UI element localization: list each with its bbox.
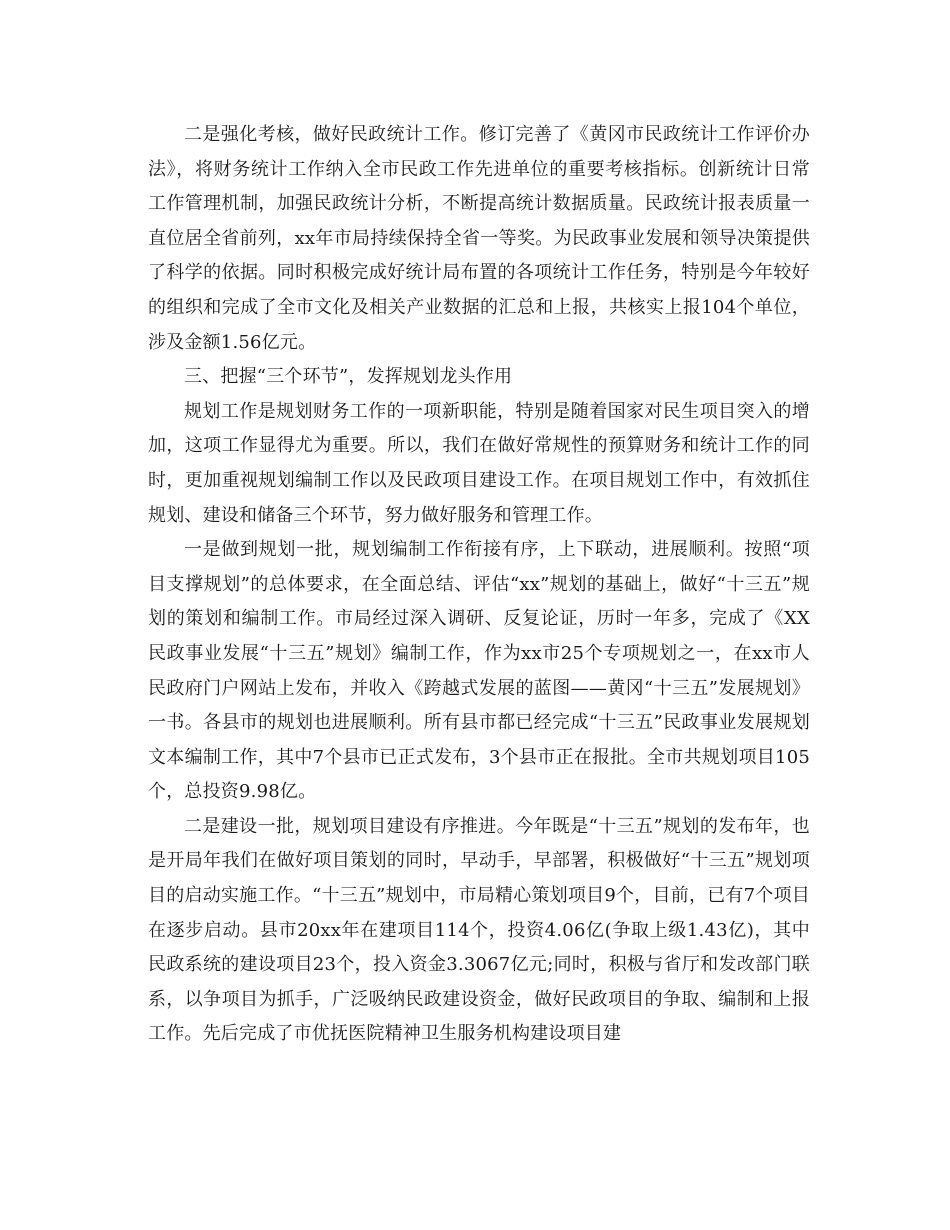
paragraph-statistics-assessment: 二是强化考核，做好民政统计工作。修订完善了《黄冈市民政统计工作评价办法》，将财务统计工作纳入全市民政工作先进单位的重要考核指标。创新统计日常工作管理机制，加强民政统计分析，不断提高统计数据质量。民政统计报表质量一直位居全省前列，xx年市局持续保持全省一等奖。为民政事业发展和领导决策提供了科学的依据。同时积极完成好统计局布置的各项统计工作任务，特别是今年较好的组织和完成了全市文化及相关产业数据的汇总和上报，共核实上报104个单位，涉及金额1.56亿元。 bbox=[148, 124, 810, 353]
paragraph-planning-function: 规划工作是规划财务工作的一项新职能，特别是随着国家对民生项目突入的增加，这项工作显得尤为重要。所以，我们在做好常规性的预算财务和统计工作的同时，更加重视规划编制工作以及民政项目建设工作。在项目规划工作中，有效抓住规划、建设和储备三个环节，努力做好服务和管理工作。 bbox=[148, 400, 810, 526]
paragraph-planning-batch: 一是做到规划一批，规划编制工作衔接有序，上下联动，进展顺利。按照“项目支撑规划”的总体要求，在全面总结、评估“xx”规划的基础上，做好“十三五”规划的策划和编制工作。市局经过深入调研、反复论证，历时一年多，完成了《XX民政事业发展“十三五”规划》编制工作，作为xx市25个专项规划之一，在xx市人民政府门户网站上发布，并收入《跨越式发展的蓝图——黄冈“十三五”发展规划》一书。各县市的规划也进展顺利。所有县市都已经完成“十三五”民政事业发展规划文本编制工作，其中7个县市已正式发布，3个县市正在报批。全市共规划项目105个，总投资9.98亿。 bbox=[148, 539, 810, 803]
document-body bbox=[148, 118, 810, 1052]
paragraph-construction-batch: 二是建设一批，规划项目建设有序推进。今年既是“十三五”规划的发布年，也是开局年我们在做好项目策划的同时，早动手，早部署，积极做好“十三五”规划项目的启动实施工作。“十三五”规划中，市局精心策划项目9个，目前，已有7个项目在逐步启动。县市20xx年在建项目114个，投资4.06亿(争取上级1.43亿)，其中民政系统的建设项目23个，投入资金3.3067亿元;同时，积极与省厅和发改部门联系，以争项目为抓手，广泛吸纳民政建设资金，做好民政项目的争取、编制和上报工作。先后完成了市优抚医院精神卫生服务机构建设项目建 bbox=[148, 815, 810, 1045]
section-heading-three-links: 三、把握“三个环节”，发挥规划龙头作用 bbox=[184, 366, 513, 388]
